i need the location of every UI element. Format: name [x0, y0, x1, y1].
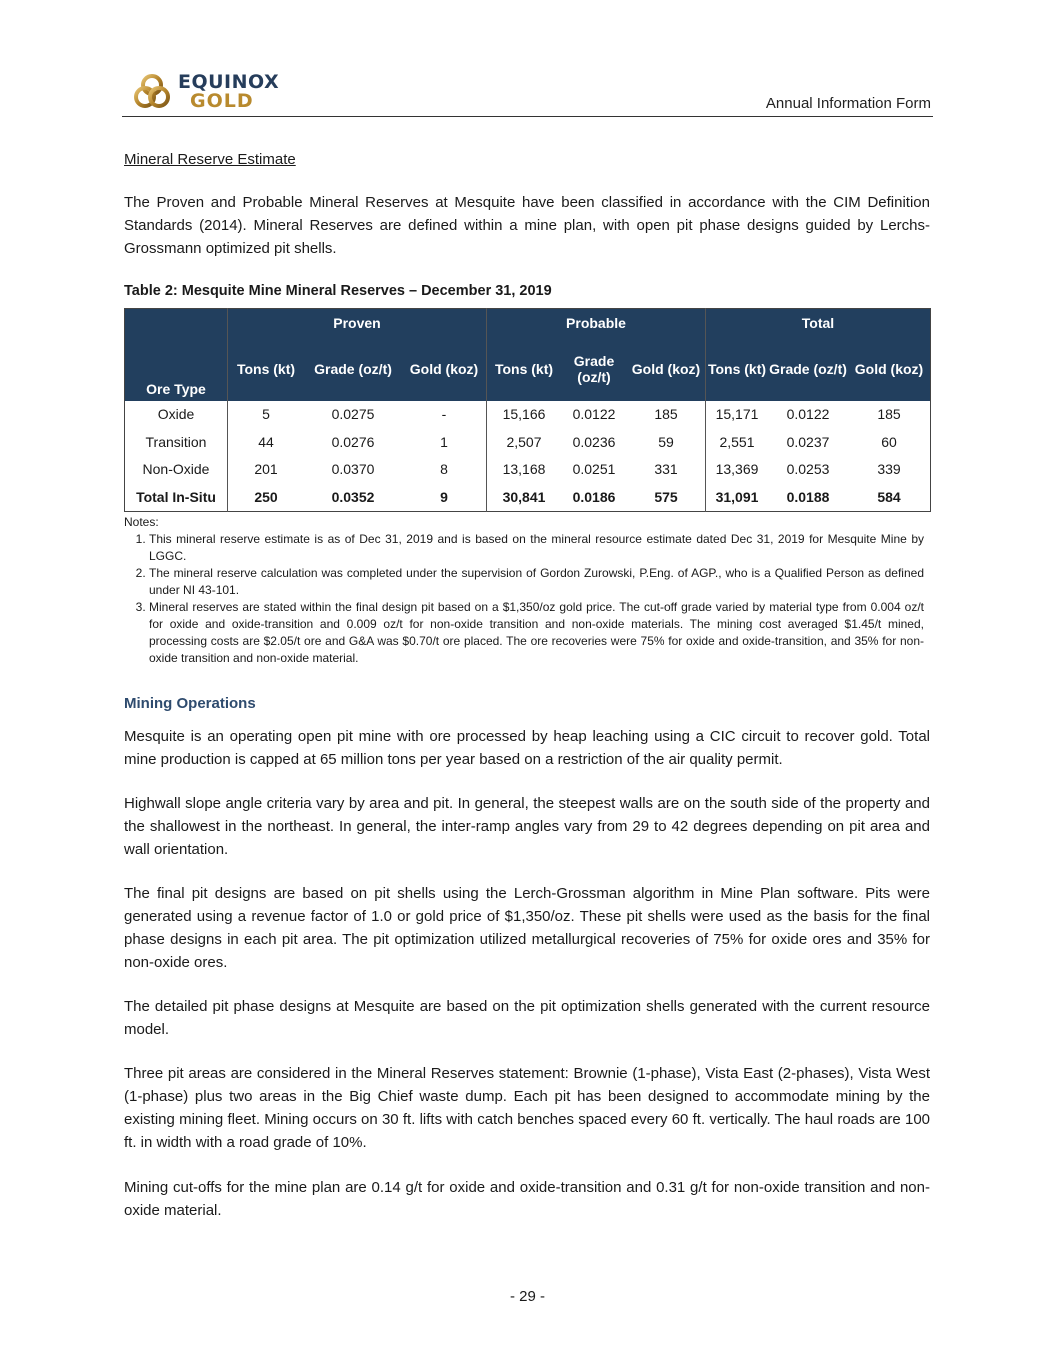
table-cell: 331 — [654, 461, 678, 478]
table-cell: 0.0276 — [331, 433, 375, 450]
section-heading-mining-operations: Mining Operations — [124, 695, 256, 712]
col-header: Grade (oz/t) — [561, 338, 627, 401]
ore-type-cell: Non-Oxide — [142, 461, 210, 478]
col-header: Gold (koz) — [402, 338, 487, 401]
equinox-swirl-icon — [132, 72, 172, 112]
page-header — [122, 66, 933, 117]
group-header-total: Total — [706, 309, 931, 338]
table-cell: 13,168 — [487, 456, 562, 484]
table-cell: 201 — [228, 456, 305, 484]
page-number: - 29 - — [509, 1288, 545, 1305]
table-cell: 5 — [228, 401, 305, 429]
ore-type-header: Ore Type — [125, 309, 228, 401]
table-cell: 575 — [654, 488, 678, 505]
table-cell: 31,091 — [706, 483, 769, 511]
table-notes — [124, 514, 924, 667]
table-cell: 2,507 — [487, 428, 562, 456]
ore-type-cell: Oxide — [157, 406, 195, 423]
table-caption: Table 2: Mesquite Mine Mineral Reserves – December 31, 2019 — [124, 283, 552, 299]
mining-paragraph: Three pit areas are considered in the Mineral Reserves statement: Brownie (1-phase), Vista East (2-phases), Vista West (1-phase) plus two areas in the Big Chief waste dump. Each pit has been designed to accommodate mining by the existing mining fleet. Mining occurs on 30 ft. lifts with catch benches spaced every 60 ft. vertically. The haul roads are 100 ft. in width with a road grade of 10%. — [124, 1065, 930, 1151]
note-item: 3. Mineral reserves are stated within the final design pit based on a $1,350/oz gold price. The cut-off grade varied by material type from 0.004 oz/t for oxide and oxide-transition and 0.009 oz/t for non-oxide transition and non-oxide materials. The mining cost averaged $1.45/t mined, processing costs are $2.05/t ore and G&A was $0.70/t ore placed. The ore recoveries were 75% for oxide and oxide-transition, and 35% for non-oxide transition and non-oxide material. — [149, 599, 924, 667]
table-cell: 59 — [658, 433, 674, 450]
reserve-intro-paragraph: The Proven and Probable Mineral Reserves at Mesquite have been classified in accordance with the CIM Definition Standards (2014). Mineral Reserves are defined within a mine plan, with open pit phase designs guided by Lerchs-Grossmann optimized pit shells. — [124, 194, 930, 257]
table-cell: 15,166 — [487, 401, 562, 429]
mineral-reserves-table — [124, 308, 931, 512]
table-cell: 0.0275 — [331, 406, 375, 423]
table-cell: 15,171 — [706, 401, 769, 429]
table-row — [125, 428, 931, 456]
table-cell: - — [441, 406, 447, 423]
table-cell: 0.0253 — [786, 461, 830, 478]
col-header: Tons (kt) — [228, 338, 305, 401]
mining-paragraph: The final pit designs are based on pit shells using the Lerch-Grossman algorithm in Mine Plan software. Pits were generated using a revenue factor of 1.0 or gold price of $1,350/oz. These pit shells were used as the basis for the final phase designs in each pit area. The pit optimization utilized metallurgical recoveries of 75% for oxide ores and 35% for non-oxide ores. — [124, 885, 930, 971]
table-cell: 0.0237 — [786, 433, 830, 450]
table-cell: 0.0186 — [572, 488, 616, 505]
mining-paragraph: Mining cut-offs for the mine plan are 0.14 g/t for oxide and oxide-transition and 0.31 g/t for non-oxide transition and non-oxide material. — [124, 1179, 930, 1219]
section-heading-reserve-estimate: Mineral Reserve Estimate — [124, 151, 296, 168]
col-header: Gold (koz) — [848, 338, 931, 401]
notes-label: Notes: — [124, 515, 159, 529]
company-logo — [132, 70, 279, 114]
table-cell: 250 — [228, 483, 305, 511]
table-row — [125, 456, 931, 484]
mining-paragraph: Mesquite is an operating open pit mine with ore processed by heap leaching using a CIC circuit to recover gold. Total mine production is capped at 65 million tons per year based on a restriction of the air quality permit. — [124, 728, 930, 768]
table-cell: 13,369 — [706, 456, 769, 484]
logo-text-equinox: EQUINOX — [178, 71, 280, 93]
table-cell: 0.0251 — [572, 461, 616, 478]
table-cell: 185 — [654, 406, 678, 423]
table-row — [125, 401, 931, 429]
mining-paragraph: The detailed pit phase designs at Mesquite are based on the pit optimization shells generated with the current resource model. — [124, 998, 930, 1038]
table-cell: 584 — [877, 488, 901, 505]
table-cell: 339 — [877, 461, 901, 478]
table-cell: 0.0352 — [331, 488, 375, 505]
note-item: 2. The mineral reserve calculation was completed under the supervision of Gordon Zurowski, P.Eng. of AGP., who is a Qualified Person as defined under NI 43-101. — [149, 565, 924, 599]
note-item: 1. This mineral reserve estimate is as of Dec 31, 2019 and is based on the mineral resource estimate dated Dec 31, 2019 for Mesquite Mine by LGGC. — [149, 531, 924, 565]
table-cell: 0.0122 — [572, 406, 616, 423]
col-header: Grade (oz/t) — [304, 338, 402, 401]
col-header: Grade (oz/t) — [768, 338, 848, 401]
document-title: Annual Information Form — [765, 95, 931, 112]
mining-paragraph: Highwall slope angle criteria vary by area and pit. In general, the steepest walls are on the south side of the property and the shallowest in the northeast. In general, the inter-ramp angles vary from 29 to 42 degrees depending on pit area and wall orientation. — [124, 795, 930, 858]
ore-type-cell: Transition — [145, 433, 207, 450]
table-cell: 0.0122 — [786, 406, 830, 423]
table-cell: 0.0188 — [786, 488, 830, 505]
ore-type-cell: Total In-Situ — [136, 488, 216, 505]
table-cell: 44 — [228, 428, 305, 456]
group-header-proven: Proven — [228, 309, 487, 338]
table-cell: 0.0370 — [331, 461, 375, 478]
table-cell: 8 — [440, 461, 448, 478]
table-cell: 185 — [877, 406, 901, 423]
table-cell: 2,551 — [706, 428, 769, 456]
col-header: Gold (koz) — [627, 338, 706, 401]
col-header: Tons (kt) — [706, 338, 769, 401]
table-cell: 30,841 — [487, 483, 562, 511]
table-row — [125, 483, 931, 511]
table-cell: 60 — [881, 433, 897, 450]
table-cell: 0.0236 — [572, 433, 616, 450]
logo-text-gold: GOLD — [190, 90, 254, 112]
table-cell: 9 — [440, 488, 448, 505]
group-header-probable: Probable — [487, 309, 706, 338]
table-cell: 1 — [440, 433, 448, 450]
col-header: Tons (kt) — [487, 338, 562, 401]
